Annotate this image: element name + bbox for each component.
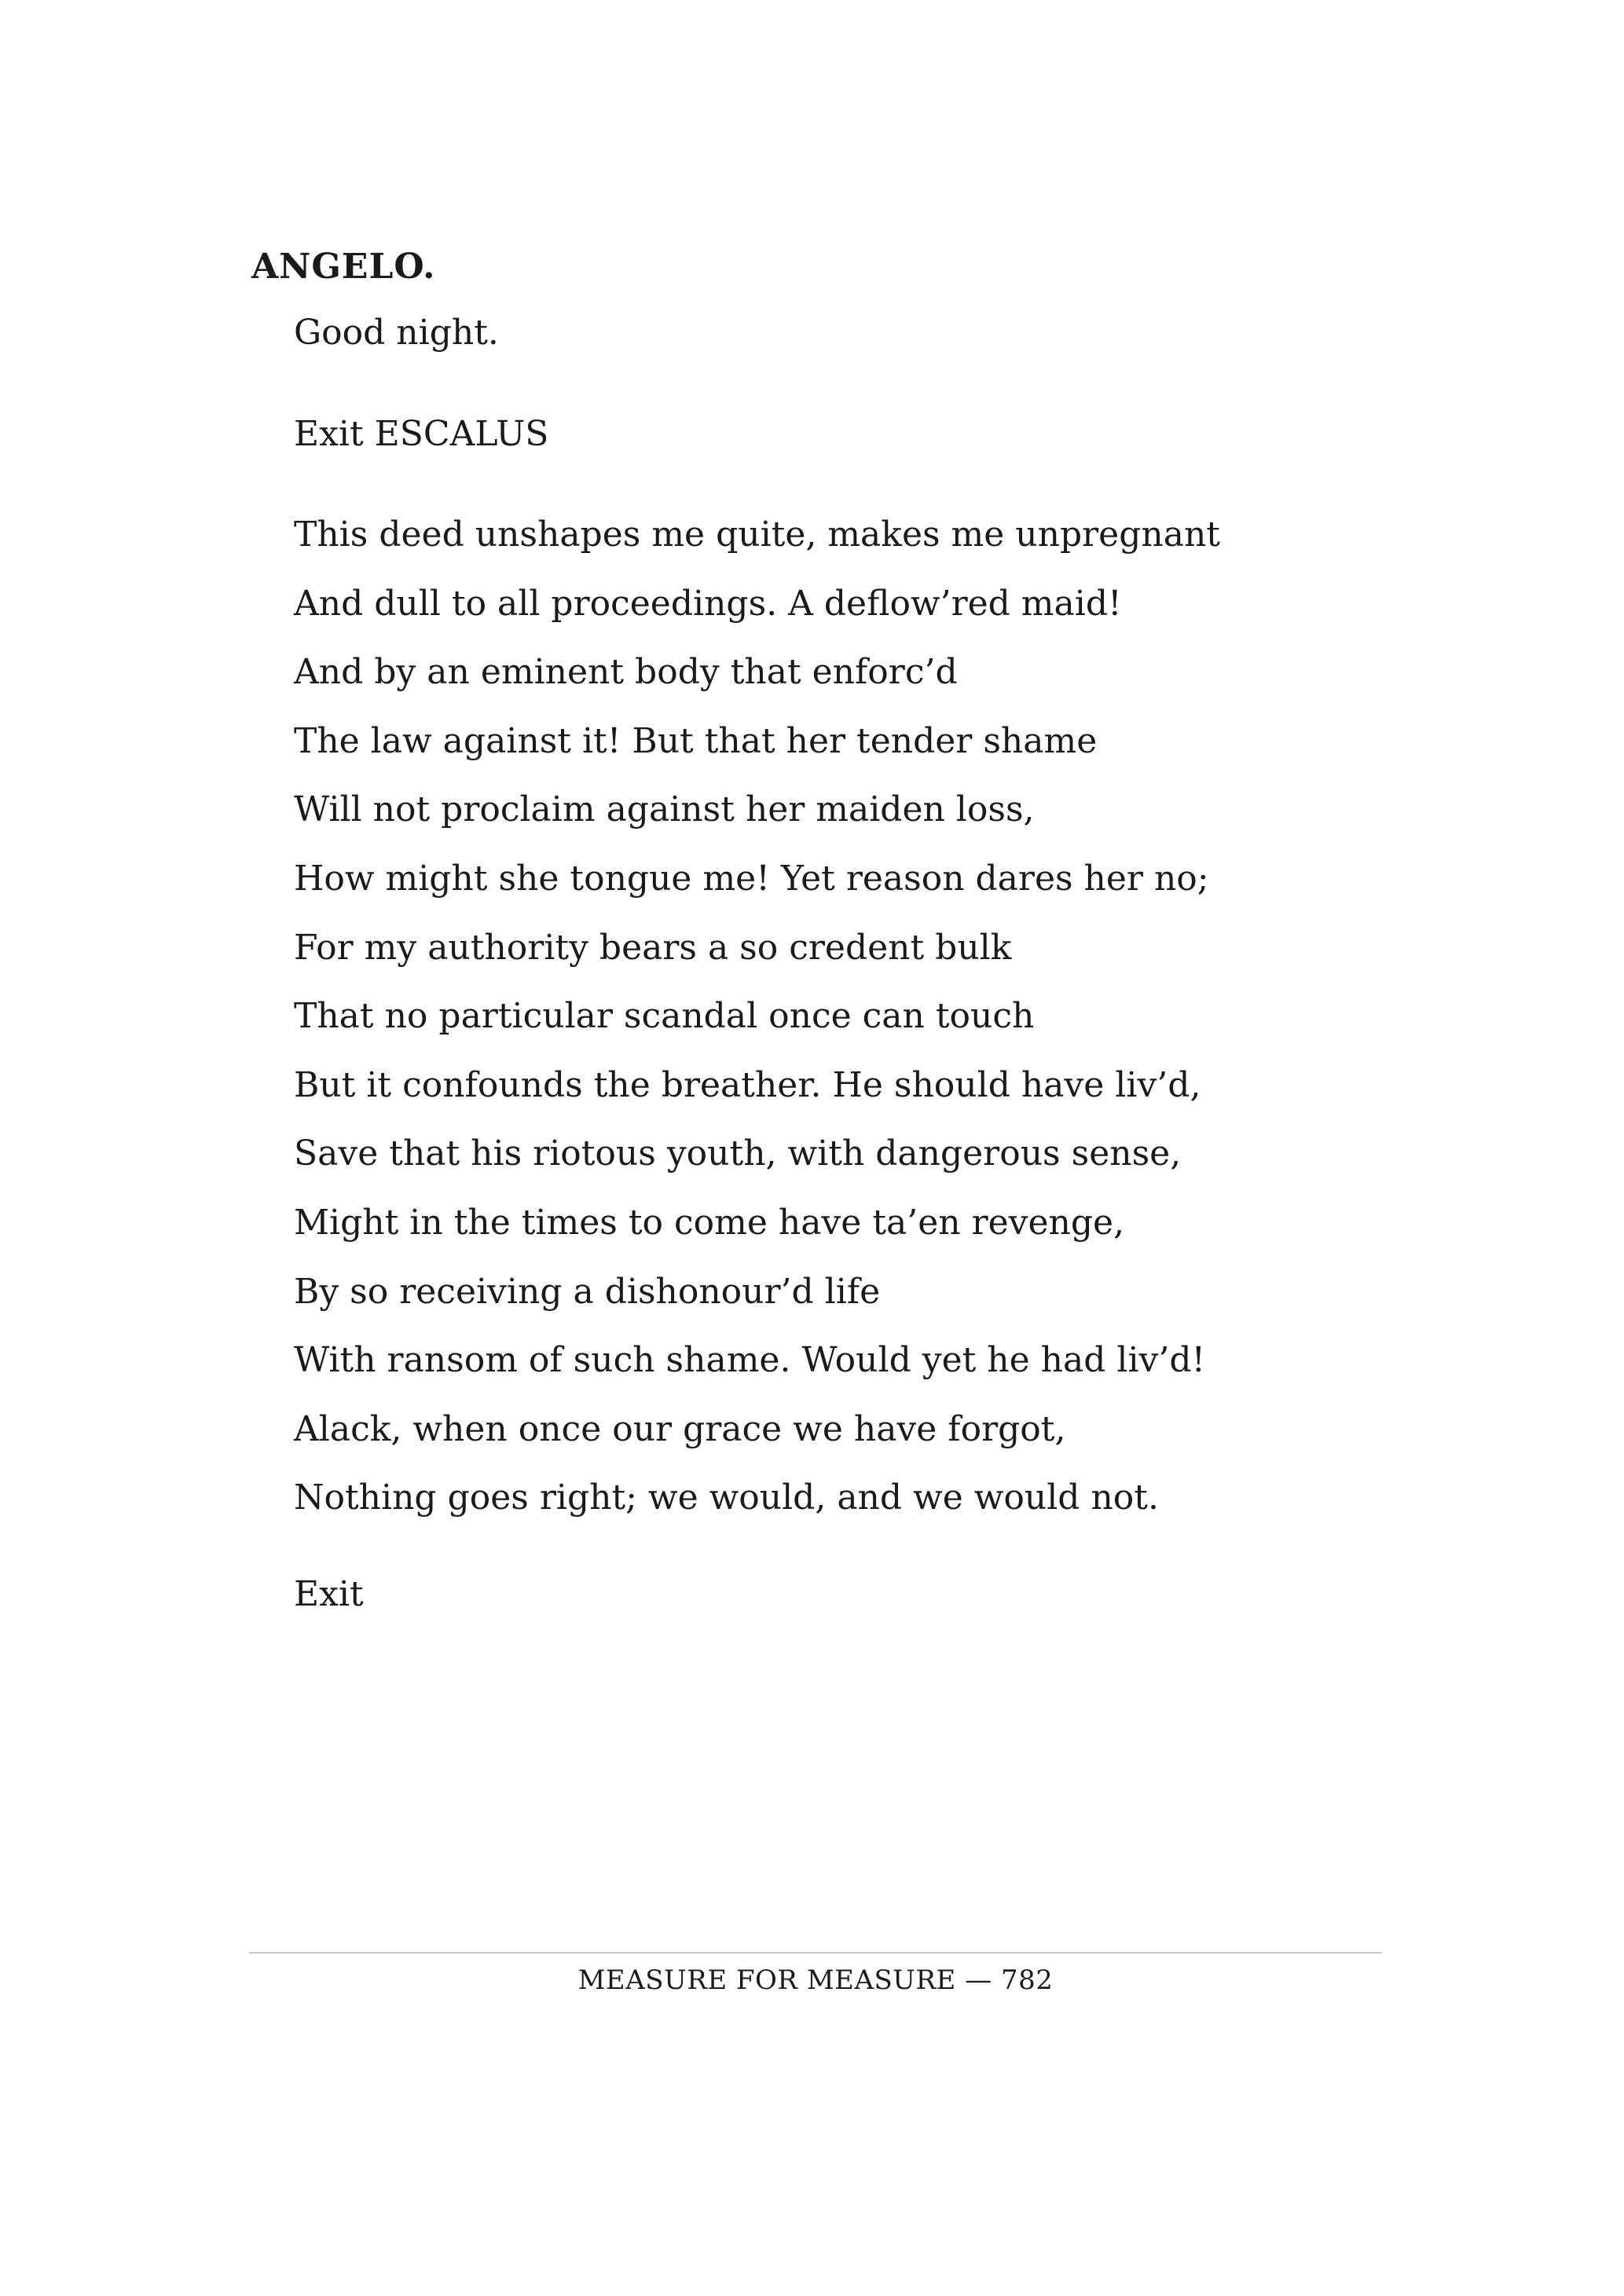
stage-direction-exit: Exit: [294, 1574, 364, 1614]
verse-line: With ransom of such shame. Would yet he had liv’d!: [294, 1340, 1206, 1381]
verse-line: The law against it! But that her tender shame: [294, 720, 1098, 761]
verse-line: And dull to all proceedings. A deflow’red maid!: [294, 583, 1122, 624]
verse-line: How might she tongue me! Yet reason dares her no;: [294, 858, 1209, 899]
verse-line: That no particular scandal once can touch: [294, 996, 1035, 1037]
verse-line: Nothing goes right; we would, and we would not.: [294, 1478, 1159, 1518]
verse-line: For my authority bears a so credent bulk: [294, 927, 1012, 968]
verse-line: And by an eminent body that enforc’d: [294, 652, 958, 693]
page-footer: MEASURE FOR MEASURE — 782: [577, 1965, 1054, 1996]
dialogue-line: Good night.: [294, 313, 499, 353]
verse-line: Alack, when once our grace we have forgot,: [294, 1408, 1066, 1449]
verse-line: Save that his riotous youth, with dangerous sense,: [294, 1133, 1182, 1174]
footer-divider: [249, 1952, 1382, 1954]
speaker-name: ANGELO.: [251, 247, 436, 287]
verse-line: This deed unshapes me quite, makes me unpregnant: [294, 514, 1220, 555]
verse-line: But it confounds the breather. He should have liv’d,: [294, 1064, 1201, 1105]
verse-line: By so receiving a dishonour’d life: [294, 1271, 881, 1312]
verse-line: Will not proclaim against her maiden loss,: [294, 789, 1035, 830]
stage-direction: Exit ESCALUS: [294, 414, 549, 454]
verse-line: Might in the times to come have ta’en revenge,: [294, 1202, 1125, 1243]
verse-block: [294, 511, 1220, 1543]
